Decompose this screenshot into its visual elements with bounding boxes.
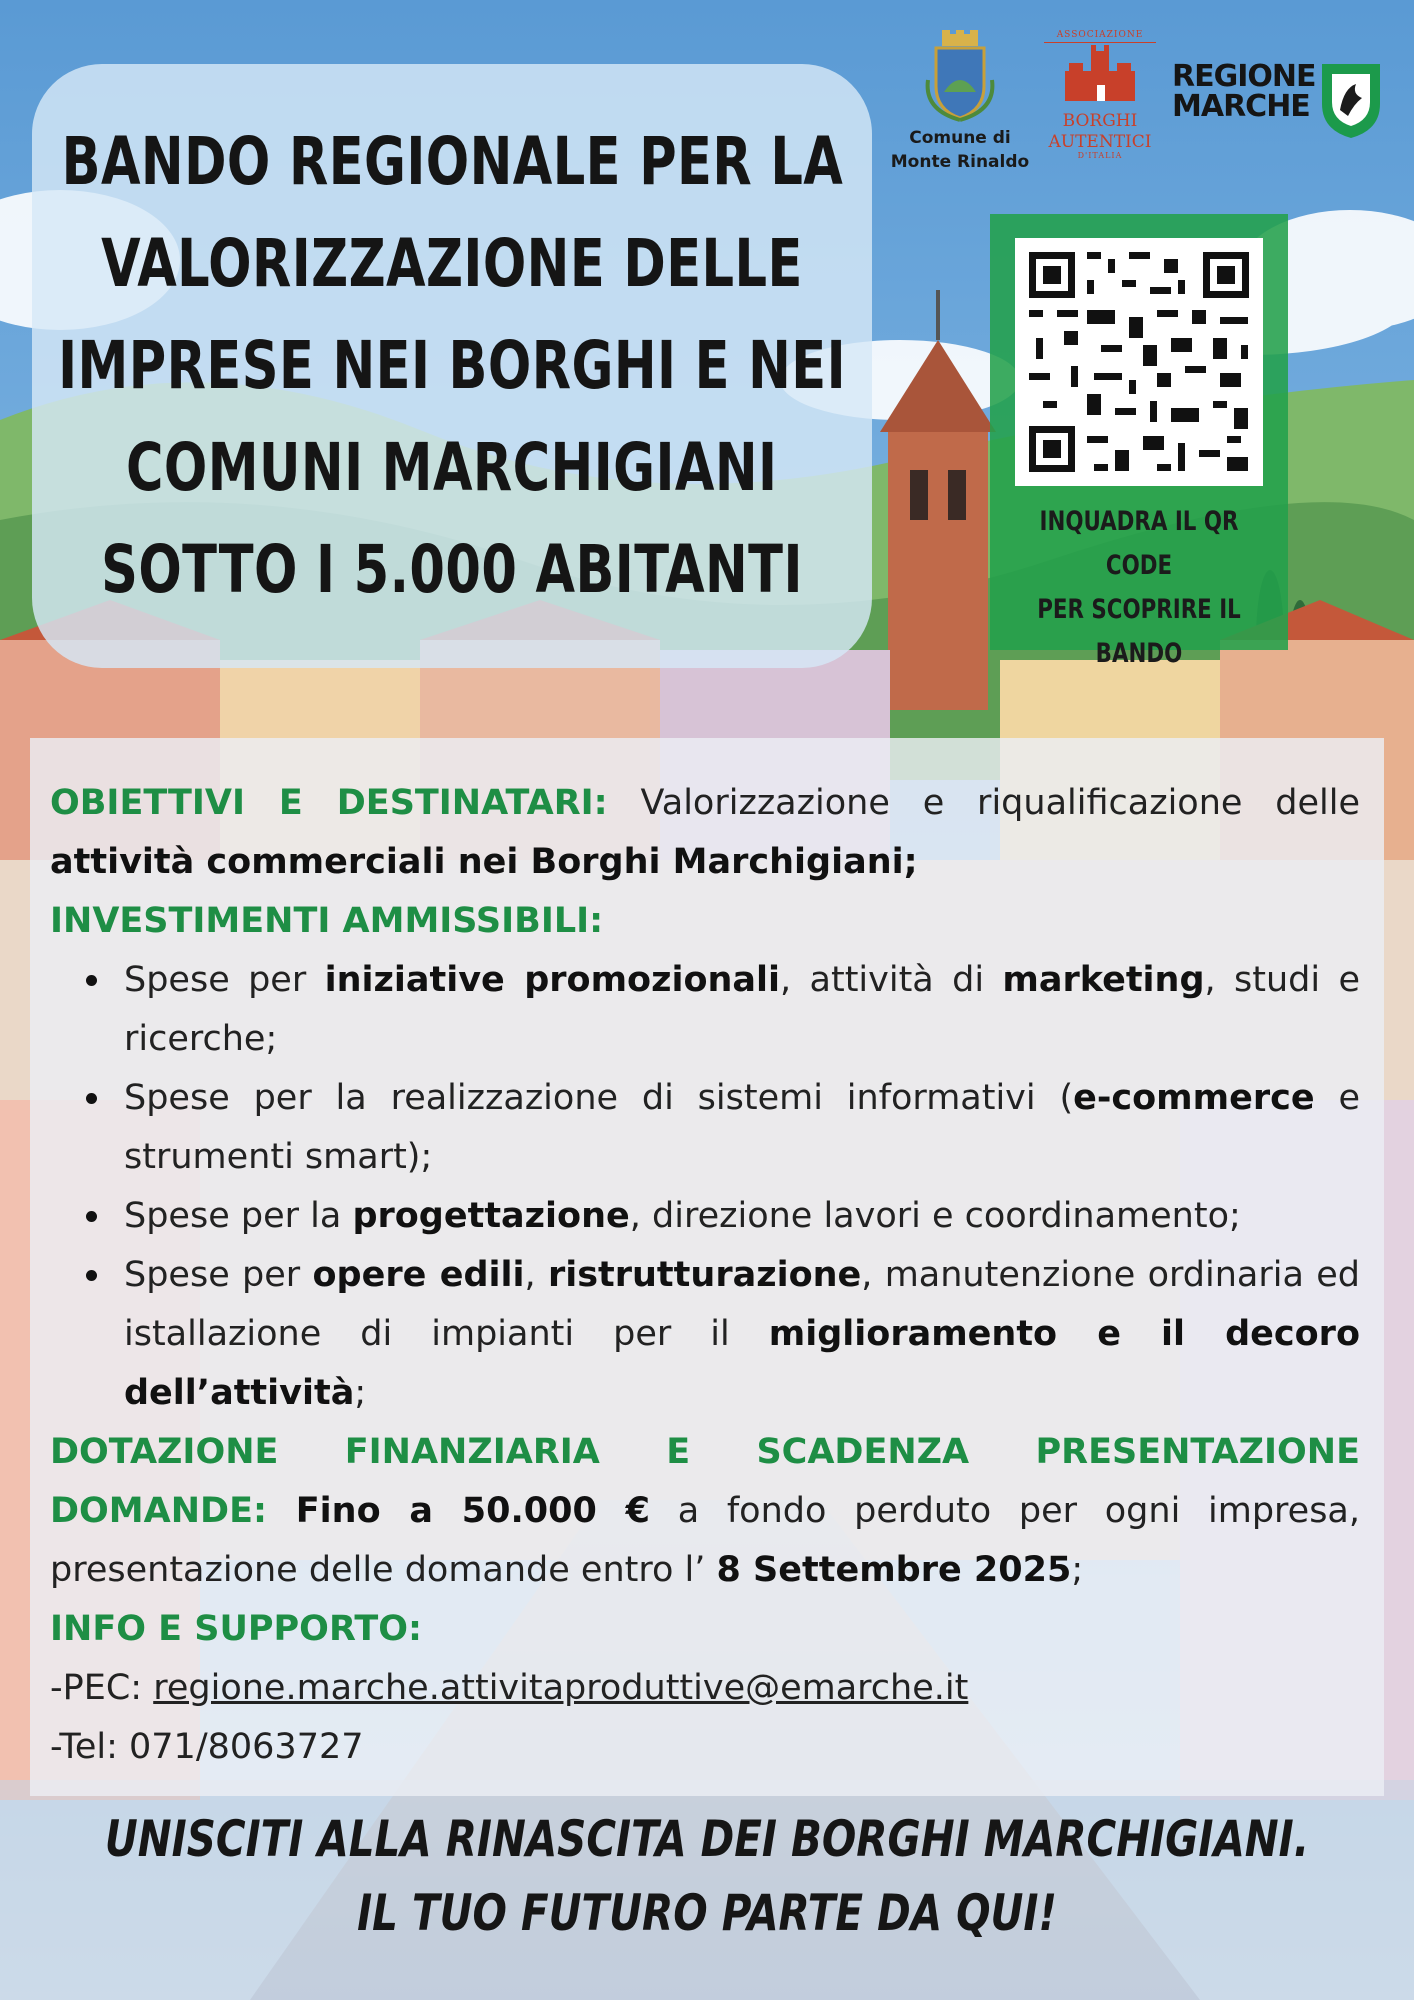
supporto-heading-row xyxy=(50,1600,1360,1659)
title-line-5: SOTTO I 5.000 ABITANTI xyxy=(101,531,803,608)
pec-email-link[interactable]: regione.marche.attivitaproduttive@emarche.it xyxy=(153,1668,969,1708)
coat-of-arms-icon xyxy=(924,30,996,122)
bullet-4-bold-a: opere edili xyxy=(312,1255,525,1295)
title-line-1: BANDO REGIONALE PER LA xyxy=(61,123,843,200)
bullet-3-text-a: Spese per la xyxy=(124,1196,353,1236)
dotazione-deadline: 8 Settembre 2025 xyxy=(716,1550,1072,1590)
dotazione-end: ; xyxy=(1071,1550,1084,1590)
qr-caption xyxy=(990,500,1288,676)
bullet-4-text-c: , manutenzione ordinaria ed istallazione di impianti per il xyxy=(124,1255,1360,1354)
obiettivi-bold: attività commerciali nei Borghi Marchigiani; xyxy=(50,842,918,882)
dotazione-heading: DOTAZIONE FINANZIARIA E SCADENZA PRESENTAZIONE DOMANDE: xyxy=(50,1432,1360,1531)
dotazione-text: a fondo perduto per ogni impresa, presentazione delle domande entro l’ xyxy=(50,1491,1361,1590)
investimenti-heading-row xyxy=(50,892,1360,951)
bullet-3-text-b: , direzione lavori e coordinamento; xyxy=(629,1196,1241,1236)
bullet-2-bold-a: e-commerce xyxy=(1073,1078,1315,1118)
borghi-divider xyxy=(1044,42,1156,43)
borghi-name-line-1: BORGHI xyxy=(1062,111,1138,131)
bullet-1-text-c: , studi e ricerche; xyxy=(124,960,1360,1059)
bullet-4-text-d: ; xyxy=(354,1373,367,1413)
regione-marche-shield-icon xyxy=(1318,60,1384,140)
title-panel xyxy=(32,64,872,668)
regione-wordmark xyxy=(1172,59,1316,124)
comune-label-line-2: Monte Rinaldo xyxy=(890,152,1030,172)
bullet-3-bold-a: progettazione xyxy=(352,1196,630,1236)
slogan-line-1: UNISCITI ALLA RINASCITA DEI BORGHI MARCHIGIANI. xyxy=(104,1810,1310,1868)
list-item xyxy=(124,1246,1360,1423)
bullet-2-text-a: Spese per la realizzazione di sistemi informativi ( xyxy=(124,1078,1074,1118)
obiettivi-paragraph xyxy=(50,774,1360,892)
regione-line-2: MARCHE xyxy=(1172,89,1310,124)
slogan xyxy=(0,1802,1414,1950)
borghi-name-line-3: D'ITALIA xyxy=(1077,151,1123,160)
list-item xyxy=(124,1187,1360,1246)
qr-caption-line-3: BANDO xyxy=(1095,638,1183,669)
title-line-3: IMPRESE NEI BORGHI E NEI xyxy=(58,327,846,404)
regione-marche-logo xyxy=(1170,60,1390,144)
castle-icon xyxy=(1055,45,1145,105)
bullet-1-bold-b: marketing xyxy=(1002,960,1205,1000)
bullet-4-bold-c: miglioramento e il decoro dell’attività xyxy=(124,1314,1360,1413)
comune-label-line-1: Comune di xyxy=(909,128,1011,148)
borghi-assoc-label: ASSOCIAZIONE xyxy=(1056,30,1144,40)
bullet-4-bold-b: ristrutturazione xyxy=(547,1255,862,1295)
bullet-1-text-b: , attività di xyxy=(780,960,1003,1000)
bullet-1-text-a: Spese per xyxy=(124,960,325,1000)
bullet-2-text-b: e strumenti smart); xyxy=(124,1078,1360,1177)
bullet-4-text-a: Spese per xyxy=(124,1255,313,1295)
tel-row: -Tel: 071/8063727 xyxy=(50,1727,364,1767)
info-panel xyxy=(30,738,1384,1796)
qr-code-icon[interactable] xyxy=(1015,238,1263,486)
investimenti-heading: INVESTIMENTI AMMISSIBILI: xyxy=(50,901,604,941)
title-line-2: VALORIZZAZIONE DELLE xyxy=(101,225,803,302)
borghi-autentici-logo xyxy=(1040,30,1160,180)
bullet-1-bold-a: iniziative promozionali xyxy=(324,960,781,1000)
investimenti-list xyxy=(50,951,1360,1423)
slogan-line-2: IL TUO FUTURO PARTE DA QUI! xyxy=(357,1884,1057,1942)
list-item xyxy=(124,1069,1360,1187)
qr-caption-line-1: INQUADRA IL QR CODE xyxy=(1039,506,1239,581)
supporto-heading: INFO E SUPPORTO: xyxy=(50,1609,422,1649)
pec-prefix: -PEC: xyxy=(50,1668,154,1708)
title-line-4: COMUNI MARCHIGIANI xyxy=(126,429,778,506)
dotazione-paragraph xyxy=(50,1423,1360,1600)
list-item xyxy=(124,951,1360,1069)
pec-row xyxy=(50,1659,1360,1718)
qr-caption-line-2: PER SCOPRIRE IL xyxy=(1037,594,1241,625)
info-content xyxy=(50,774,1360,1777)
regione-line-1: REGIONE xyxy=(1172,59,1316,94)
obiettivi-heading: OBIETTIVI E DESTINATARI: xyxy=(50,783,608,823)
bullet-4-text-b: , xyxy=(524,1255,548,1295)
borghi-name-line-2: AUTENTICI xyxy=(1048,132,1152,152)
dotazione-amount: Fino a 50.000 € xyxy=(266,1491,650,1531)
obiettivi-text: Valorizzazione e riqualificazione delle xyxy=(607,783,1360,823)
qr-code-panel xyxy=(990,214,1288,669)
comune-monte-rinaldo-logo xyxy=(880,30,1040,180)
